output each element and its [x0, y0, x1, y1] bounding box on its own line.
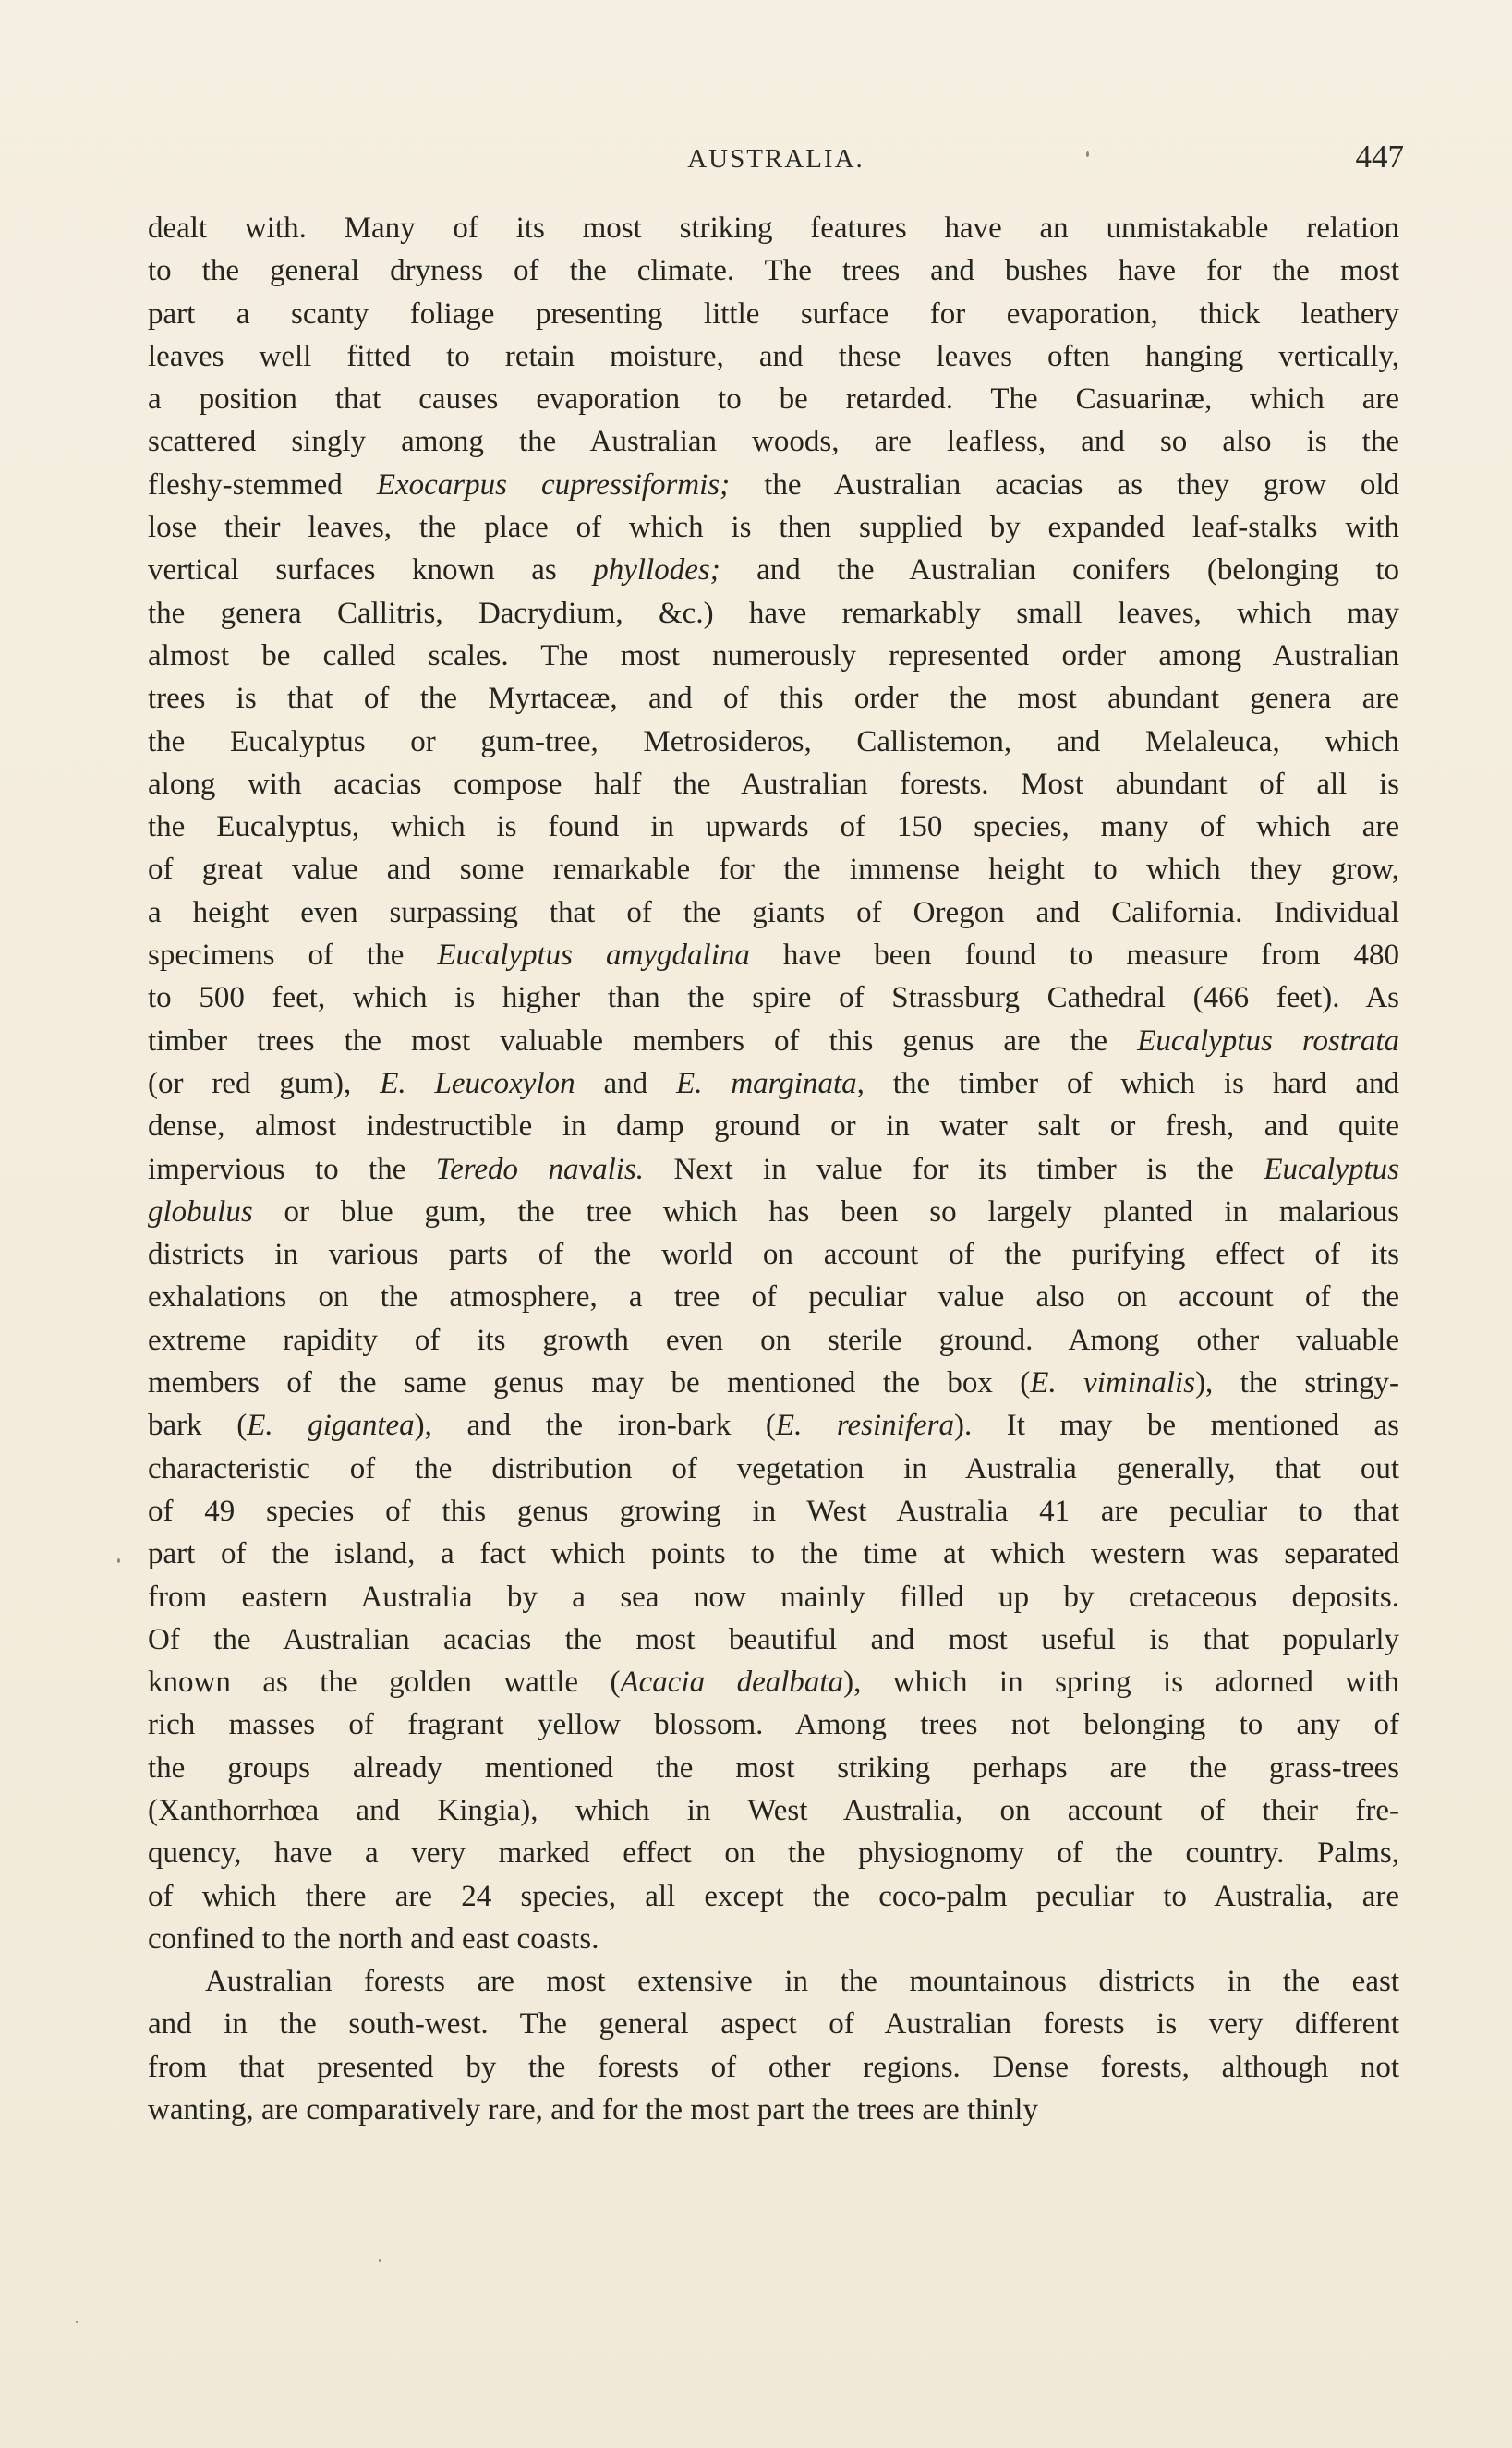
text-line: from eastern Australia by a sea now mainly filled up by cretaceous deposits. — [148, 1580, 1399, 1614]
text-line: Of the Australian acacias the most beautiful and most useful is that popularly — [148, 1622, 1399, 1656]
text-line: quency, have a very marked effect on the physiognomy of the country. Palms, — [148, 1836, 1399, 1871]
text-line: Australian forests are most extensive in the mountainous districts in the east — [205, 1965, 1399, 1999]
text-line: from that presented by the forests of other regions. Dense forests, although not — [148, 2050, 1399, 2084]
page-header — [148, 139, 1404, 185]
text-line: and in the south-west. The general aspect of Australian forests is very different — [148, 2007, 1399, 2042]
paragraph-1 — [148, 207, 1399, 1960]
text-line: almost be called scales. The most numerously represented order among Australian — [148, 638, 1399, 673]
text-line: to 500 feet, which is higher than the spire of Strassburg Cathedral (466 feet). As — [148, 981, 1399, 1015]
running-title: AUSTRALIA. — [687, 144, 865, 174]
text-line: part of the island, a fact which points to the time at which western was separated — [148, 1537, 1399, 1571]
ink-speck — [379, 2259, 381, 2262]
text-line: dense, almost indestructible in damp ground or in water salt or fresh, and quite — [148, 1109, 1399, 1144]
text-line: dealt with. Many of its most striking features have an unmistakable relation — [148, 212, 1399, 245]
text-line: the genera Callitris, Dacrydium, &c.) have remarkably small leaves, which may — [148, 596, 1399, 630]
text-line: of which there are 24 species, all except the coco-palm peculiar to Australia, are — [148, 1879, 1399, 1913]
text-line: confined to the north and east coasts. — [148, 1921, 599, 1956]
text-line: (or red gum), E. Leucoxylon and E. marginata, the timber of which is hard and — [148, 1066, 1399, 1100]
text-line: a position that causes evaporation to be retarded. The Casuarinæ, which are — [148, 382, 1399, 417]
text-line: the Eucalyptus or gum-tree, Metrosideros, Callistemon, and Melaleuca, which — [148, 724, 1399, 758]
text-line: of great value and some remarkable for the immense height to which they grow, — [148, 853, 1399, 887]
text-line: the Eucalyptus, which is found in upwards of 150 species, many of which are — [148, 810, 1399, 844]
text-line: trees is that of the Myrtaceæ, and of this order the most abundant genera are — [148, 682, 1399, 716]
text-line: rich masses of fragrant yellow blossom. Among trees not belonging to any of — [148, 1708, 1399, 1742]
text-line: leaves well fitted to retain moisture, and these leaves often hanging vertically, — [148, 339, 1399, 373]
text-line: vertical surfaces known as phyllodes; and the Australian conifers (belonging to — [148, 553, 1399, 588]
text-line: along with acacias compose half the Australian forests. Most abundant of all is — [148, 767, 1399, 801]
text-line: members of the same genus may be mentioned the box (E. viminalis), the stringy- — [148, 1366, 1400, 1400]
text-line: lose their leaves, the place of which is then supplied by expanded leaf-stalks with — [148, 511, 1399, 545]
ink-speck — [76, 2321, 78, 2323]
text-line: the groups already mentioned the most striking perhaps are the grass-trees — [148, 1751, 1399, 1785]
text-line: districts in various parts of the world on account of the purifying effect of its — [148, 1238, 1399, 1272]
text-line: bark (E. gigantea), and the iron-bark (E. resinifera). It may be mentioned as — [148, 1409, 1399, 1443]
page-number: 447 — [1355, 139, 1404, 175]
text-line: scattered singly among the Australian woods, are leafless, and so also is the — [148, 425, 1399, 459]
ink-speck — [1086, 151, 1089, 157]
text-line: globulus or blue gum, the tree which has been so largely planted in malarious — [148, 1194, 1399, 1229]
text-line: to the general dryness of the climate. The trees and bushes have for the most — [148, 254, 1399, 288]
text-line: impervious to the Teredo navalis. Next in value for its timber is the Eucalyptus — [148, 1152, 1400, 1186]
body-text — [148, 207, 1399, 2131]
paragraph-2 — [148, 1960, 1399, 2131]
text-line: (Xanthorrhœa and Kingia), which in West Australia, on account of their fre- — [148, 1793, 1399, 1827]
text-line: known as the golden wattle (Acacia dealbata), which in spring is adorned with — [148, 1666, 1399, 1700]
text-line: a height even surpassing that of the giants of Oregon and California. Individual — [148, 895, 1399, 929]
text-line: specimens of the Eucalyptus amygdalina have been found to measure from 480 — [148, 939, 1399, 973]
text-line: timber trees the most valuable members of this genus are the Eucalyptus rostrata — [148, 1024, 1399, 1058]
text-line: part a scanty foliage presenting little surface for evaporation, thick leathery — [148, 297, 1399, 331]
text-line: exhalations on the atmosphere, a tree of peculiar value also on account of the — [148, 1280, 1399, 1315]
text-line: of 49 species of this genus growing in West Australia 41 are peculiar to that — [148, 1494, 1399, 1528]
text-line: characteristic of the distribution of vegetation in Australia generally, that out — [148, 1451, 1399, 1485]
text-line: fleshy-stemmed Exocarpus cupressiformis; the Australian acacias as they grow old — [148, 467, 1400, 502]
ink-speck — [117, 1558, 120, 1563]
text-line: wanting, are comparatively rare, and for the most part the trees are thinly — [148, 2093, 1038, 2127]
text-line: extreme rapidity of its growth even on sterile ground. Among other valuable — [148, 1323, 1399, 1357]
